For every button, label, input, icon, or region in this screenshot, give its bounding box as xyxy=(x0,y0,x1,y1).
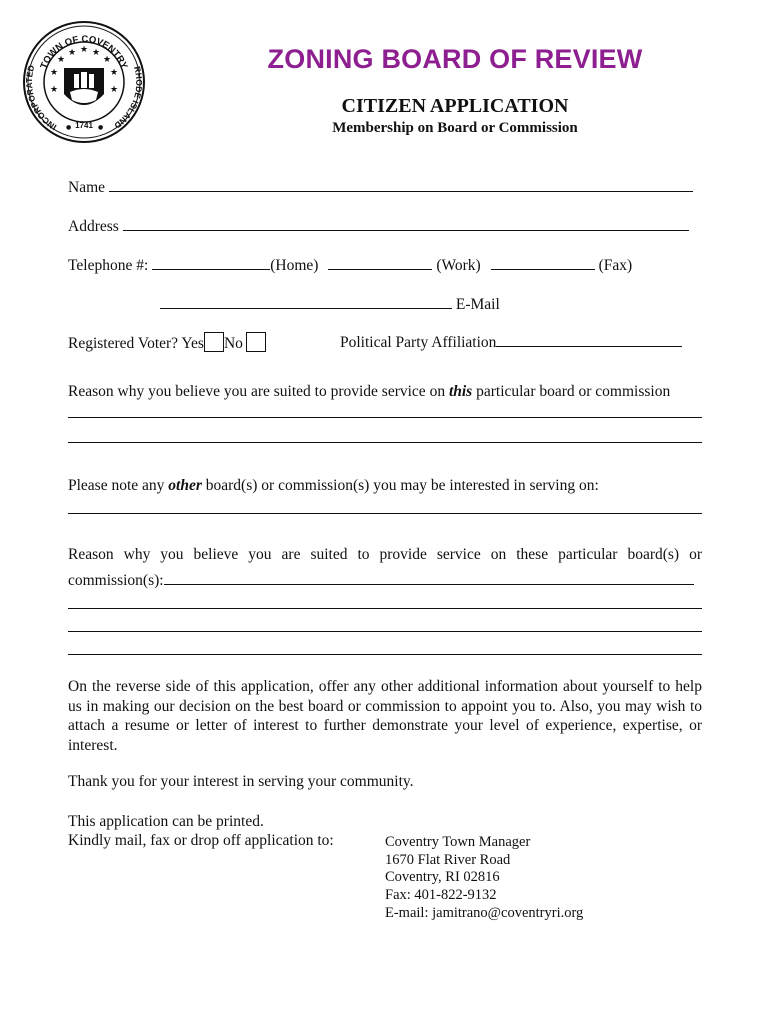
svg-text:1741: 1741 xyxy=(75,121,93,130)
question-this-board xyxy=(68,383,670,401)
yes-checkbox[interactable] xyxy=(204,332,224,352)
party-label: Political Party Affiliation xyxy=(340,334,497,351)
printable-note: This application can be printed. xyxy=(68,813,264,830)
svg-text:★: ★ xyxy=(80,45,89,55)
answer-line[interactable] xyxy=(68,442,702,443)
svg-text:★: ★ xyxy=(50,68,59,78)
address-row xyxy=(68,216,689,236)
mailing-address xyxy=(385,834,583,923)
no-label: No xyxy=(223,335,243,352)
recipient-name: Coventry Town Manager xyxy=(385,834,531,850)
reverse-side-note: On the reverse side of this application, offer any other additional information about yourself to help us in making our decision on the best board or commission to appoint you to. Also, you may wish to attach a resume or letter of interest to further demonstrate your level of experience, expertise, or interest. xyxy=(68,678,702,754)
work-phone-field[interactable] xyxy=(328,255,432,270)
svg-text:INCORPORATED: INCORPORATED xyxy=(23,63,59,133)
party-field[interactable] xyxy=(496,332,682,347)
answer-line[interactable] xyxy=(68,631,702,632)
thanks-text: Thank you for your interest in serving your community. xyxy=(68,773,414,790)
address-label: Address xyxy=(68,218,119,235)
svg-text:★: ★ xyxy=(92,48,101,58)
home-label: (Home) xyxy=(270,257,319,274)
question-these-boards-cont xyxy=(68,570,694,590)
svg-text:★: ★ xyxy=(68,48,77,58)
svg-text:★: ★ xyxy=(50,85,59,95)
email-label: E-Mail xyxy=(455,296,500,313)
voter-label: Registered Voter? xyxy=(68,335,179,352)
email-row xyxy=(156,294,500,314)
svg-text:●: ● xyxy=(98,124,104,131)
town-seal-logo xyxy=(22,20,146,144)
fax-field[interactable] xyxy=(491,255,595,270)
city-state-zip: Coventry, RI 02816 xyxy=(385,869,500,886)
question-text: commission(s): xyxy=(68,572,164,589)
email-address: E-mail: jamitrano@coventryri.org xyxy=(385,904,584,921)
question-text: Reason why you believe you are suited to provide service on xyxy=(68,383,449,400)
party-row xyxy=(340,332,682,352)
street-address: 1670 Flat River Road xyxy=(385,851,511,868)
question-other-boards xyxy=(68,477,599,495)
question-emphasis: other xyxy=(168,477,202,494)
name-field[interactable] xyxy=(109,177,693,192)
work-label: (Work) xyxy=(436,257,481,274)
email-field[interactable] xyxy=(160,294,452,309)
answer-line[interactable] xyxy=(68,417,702,418)
name-row xyxy=(68,177,693,197)
no-checkbox[interactable] xyxy=(246,332,266,352)
svg-text:TOWN OF COVENTRY: TOWN OF COVENTRY xyxy=(38,33,130,71)
fax-number: Fax: 401-822-9132 xyxy=(385,887,497,904)
mail-instruction: Kindly mail, fax or drop off application to: xyxy=(68,832,334,849)
page-subsubtitle: Membership on Board or Commission xyxy=(332,120,578,136)
address-field[interactable] xyxy=(123,216,689,231)
question-text: board(s) or commission(s) you may be interested in serving on: xyxy=(201,477,599,494)
answer-line[interactable] xyxy=(68,654,702,655)
fax-label: (Fax) xyxy=(598,257,633,274)
question-text: particular board or commission xyxy=(472,383,671,400)
page-subtitle: CITIZEN APPLICATION xyxy=(341,95,569,117)
svg-text:★: ★ xyxy=(103,55,112,65)
page-title: ZONING BOARD OF REVIEW xyxy=(267,44,643,74)
question-these-boards: Reason why you believe you are suited to provide service on these particular board(s) or xyxy=(68,546,702,563)
voter-row xyxy=(68,332,266,353)
answer-line[interactable] xyxy=(164,570,694,585)
yes-label: Yes xyxy=(181,335,204,352)
question-emphasis: this xyxy=(448,383,473,400)
answer-line[interactable] xyxy=(68,513,702,514)
answer-line[interactable] xyxy=(68,608,702,609)
question-text: Please note any xyxy=(68,477,169,494)
name-label: Name xyxy=(68,179,106,196)
telephone-label: Telephone #: xyxy=(68,257,149,274)
telephone-row xyxy=(68,255,632,275)
svg-text:★: ★ xyxy=(110,85,119,95)
svg-text:★: ★ xyxy=(57,55,66,65)
svg-text:RHODE ISLAND: RHODE ISLAND xyxy=(112,65,145,131)
home-phone-field[interactable] xyxy=(152,255,270,270)
svg-text:★: ★ xyxy=(110,68,119,78)
svg-text:●: ● xyxy=(66,124,72,131)
